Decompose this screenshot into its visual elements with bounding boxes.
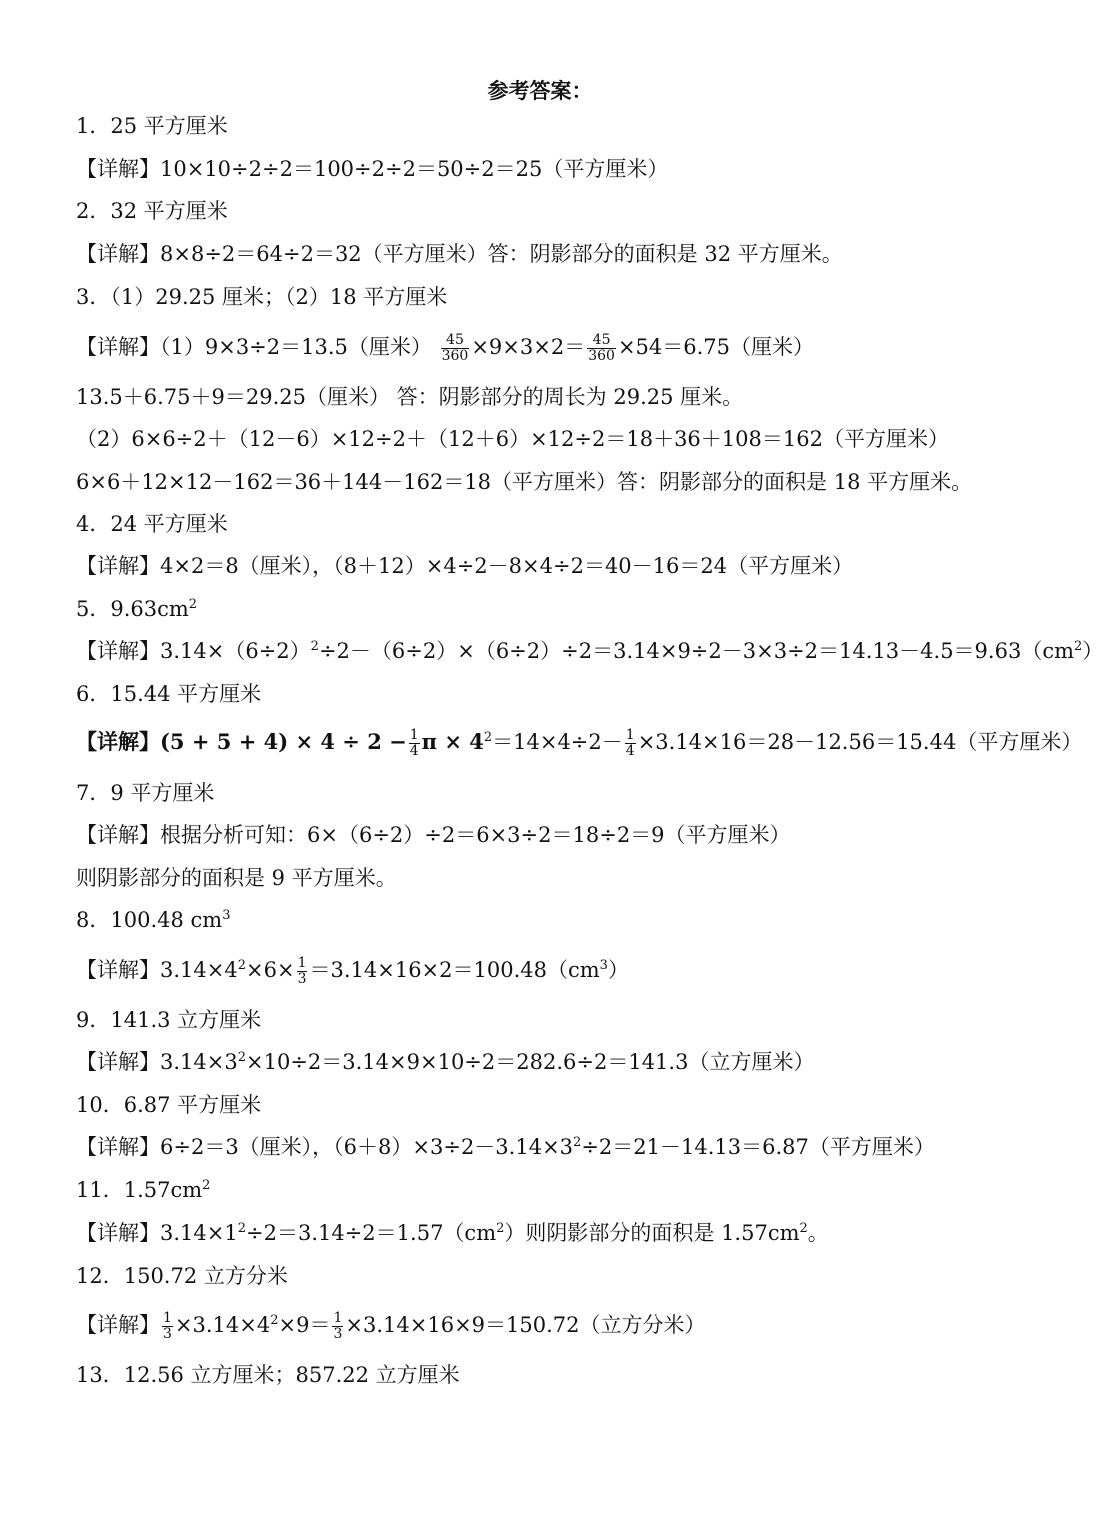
fraction-denominator: 360 [441,348,469,364]
fraction-denominator: 360 [588,348,615,364]
superscript: 2 [573,1135,582,1150]
text-segment: ＝3.14×16×2＝100.48（cm [309,958,600,982]
detail-11 [76,1220,829,1246]
answer-7: 7．9 平方厘米 [76,781,215,805]
text-segment: 【详解】3.14×3 [76,1050,238,1074]
detail-4: 【详解】4×2＝8（厘米），（8＋12）×4÷2－8×4÷2＝40－16＝24（平方厘米） [76,554,854,578]
text-segment: ×10÷2＝3.14×9×10÷2＝282.6÷2＝141.3（立方厘米） [246,1050,815,1074]
text-segment: ÷2＝3.14÷2＝1.57（cm [246,1221,497,1245]
superscript: 2 [270,1313,279,1328]
detail-7-line-2: 则阴影部分的面积是 9 平方厘米。 [76,866,397,890]
detail-10 [76,1134,935,1160]
text-segment: ×3.14×16＝28－12.56＝15.44（平方厘米） [637,730,1083,754]
fraction [625,728,636,759]
superscript: 2 [310,639,319,654]
fraction [587,333,616,364]
answer-9: 9．141.3 立方厘米 [76,1008,262,1032]
text-segment: ×9×3×2＝ [471,335,586,359]
superscript: 2 [496,1221,505,1236]
detail-6 [76,728,1082,759]
text-segment: 。 [807,1221,829,1245]
text-segment: 8．100.48 cm [76,908,223,932]
answer-2: 2．32 平方厘米 [76,199,228,223]
detail-3-line-3: （2）6×6÷2＋（12－6）×12÷2＋（12＋6）×12÷2＝18＋36＋108＝162（平方厘米） [76,427,949,451]
text-segment: ×3.14×16×9＝150.72（立方分米） [345,1313,706,1337]
page-title: 参考答案： [487,78,593,103]
superscript: 2 [237,958,246,973]
detail-3-line-4: 6×6＋12×12－162＝36＋144－162＝18（平方厘米）答：阴影部分的面积是 18 平方厘米。 [76,470,973,494]
text-segment: ） [607,958,629,982]
detail-2: 【详解】8×8÷2＝64÷2＝32（平方厘米）答：阴影部分的面积是 32 平方厘米。 [76,242,843,266]
text-segment: ×3.14×4 [174,1313,271,1337]
fraction-numerator: 1 [297,955,307,971]
detail-3-line-2: 13.5＋6.75＋9＝29.25（厘米） 答：阴影部分的周长为 29.25 厘米。 [76,385,744,409]
detail-7: 【详解】根据分析可知：6×（6÷2）÷2＝6×3÷2＝18÷2＝9（平方厘米） [76,823,791,847]
fraction-numerator: 1 [625,727,635,743]
superscript: 2 [799,1221,808,1236]
superscript: 2 [188,597,198,612]
answer-5 [76,596,197,622]
text-segment: ）则阴影部分的面积是 1.57cm [504,1221,800,1245]
answer-10: 10．6.87 平方厘米 [76,1093,262,1117]
detail-1: 【详解】10×10÷2÷2＝100÷2÷2＝50÷2＝25（平方厘米） [76,157,669,181]
fraction [297,956,308,987]
fraction [332,1311,343,1342]
superscript: 2 [483,730,493,745]
text-segment: ÷2＝21－14.13＝6.87（平方厘米） [581,1135,935,1159]
fraction-denominator: 4 [409,743,419,759]
superscript: 3 [222,908,231,923]
fraction-numerator: 1 [409,727,419,743]
answer-4: 4．24 平方厘米 [76,512,228,536]
answer-6: 6．15.44 平方厘米 [76,682,262,706]
answer-12: 12．150.72 立方分米 [76,1264,288,1288]
fraction-denominator: 3 [297,971,307,987]
answer-1: 1．25 平方厘米 [76,114,228,138]
text-segment: 5．9.63cm [76,597,189,621]
text-segment: 11．1.57cm [76,1178,203,1202]
detail-5 [76,638,1103,664]
text-segment: ×54＝6.75（厘米） [617,335,815,359]
detail-9 [76,1049,814,1075]
fraction-numerator: 45 [441,333,470,349]
text-segment: ÷2－（6÷2）×（6÷2）÷2＝3.14×9÷2－3×3÷2＝14.13－4.5＝9.63（cm [318,639,1074,663]
fraction [162,1311,173,1342]
detail-3-line-1 [76,333,814,364]
fraction-numerator: 1 [333,1310,343,1326]
fraction [441,333,470,364]
fraction-denominator: 3 [163,1326,172,1342]
text-segment: ×6× [246,958,295,982]
text-segment: π × 4 [421,729,484,754]
answer-3: 3．（1）29.25 厘米；（2）18 平方厘米 [76,285,448,309]
answer-11 [76,1177,210,1203]
fraction-denominator: 4 [625,743,635,759]
superscript: 2 [237,1221,246,1236]
superscript: 3 [599,958,608,973]
text-segment: ×9＝ [278,1313,331,1337]
answer-8 [76,907,230,933]
text-segment: 【详解】6÷2＝3（厘米），（6＋8）×3÷2－3.14×3 [76,1135,574,1159]
detail-12 [76,1311,706,1342]
text-segment: ＝14×4÷2－ [492,730,623,754]
fraction-denominator: 3 [333,1326,343,1342]
fraction [409,728,420,759]
answer-13: 13．12.56 立方厘米；857.22 立方厘米 [76,1363,460,1387]
text-segment: 【详解】3.14×（6÷2） [76,639,311,663]
text-segment: 【详解】 [76,1313,160,1337]
text-segment: 【详解】(5 + 5 + 4) × 4 ÷ 2 − [76,729,407,754]
superscript: 2 [1074,639,1083,654]
detail-8 [76,956,629,987]
superscript: 2 [202,1178,211,1193]
text-segment: ） [1082,639,1103,663]
fraction-numerator: 45 [587,333,616,349]
text-segment: 【详解】（1）9×3÷2＝13.5（厘米） [76,335,432,359]
superscript: 2 [237,1050,246,1065]
text-segment: 【详解】3.14×4 [76,958,238,982]
fraction-numerator: 1 [163,1310,172,1326]
text-segment: 【详解】3.14×1 [76,1221,238,1245]
